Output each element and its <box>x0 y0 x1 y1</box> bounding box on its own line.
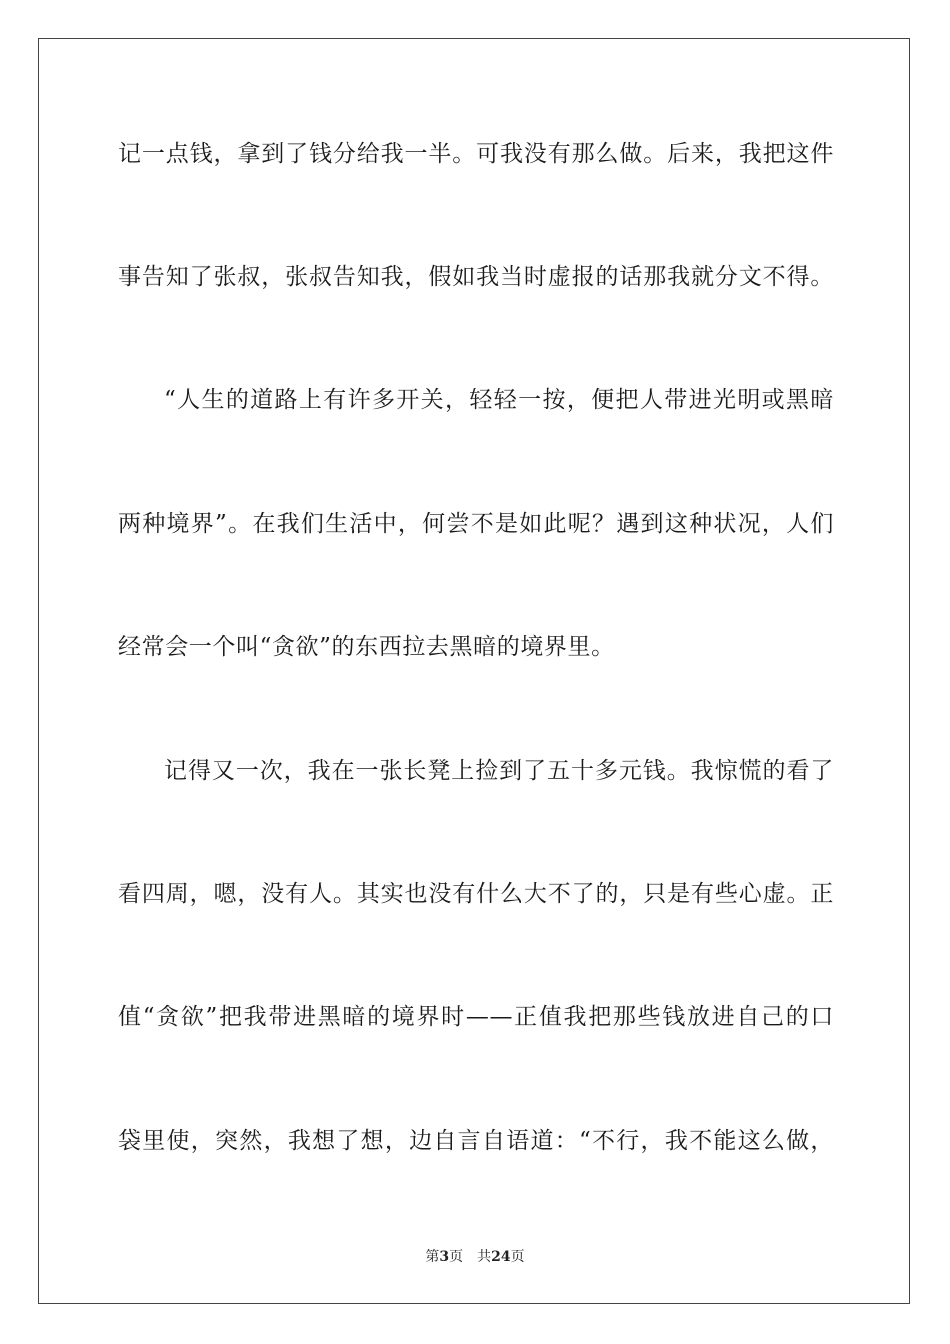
page-number: 3 <box>439 1249 450 1265</box>
page-suffix: 页 <box>449 1249 464 1265</box>
page-border <box>38 38 910 1304</box>
text-line: 值“贪欲”把我带进黑暗的境界时——正值我把那些钱放进自己的口 <box>118 1004 834 1030</box>
text-line: 记得又一次，我在一张长凳上捡到了五十多元钱。我惊慌的看了 <box>164 758 834 784</box>
text-line: 袋里使，突然，我想了想，边自言自语道：“不行，我不能这么做， <box>118 1128 834 1154</box>
total-prefix: 共 <box>477 1249 492 1265</box>
total-suffix: 页 <box>510 1249 525 1265</box>
text-line: 记一点钱，拿到了钱分给我一半。可我没有那么做。后来，我把这件 <box>118 141 834 167</box>
total-pages: 24 <box>491 1249 511 1265</box>
page-prefix: 第 <box>425 1249 440 1265</box>
text-line: 经常会一个叫“贪欲”的东西拉去黑暗的境界里。 <box>118 634 615 660</box>
text-line: “人生的道路上有许多开关，轻轻一按，便把人带进光明或黑暗 <box>164 387 834 413</box>
text-line: 事告知了张叔，张叔告知我，假如我当时虚报的话那我就分文不得。 <box>118 264 834 290</box>
text-line: 看四周，嗯，没有人。其实也没有什么大不了的，只是有些心虚。正 <box>118 881 834 907</box>
text-line: 两种境界”。在我们生活中，何尝不是如此呢？遇到这种状况，人们 <box>118 511 834 537</box>
page-footer <box>0 1247 950 1267</box>
